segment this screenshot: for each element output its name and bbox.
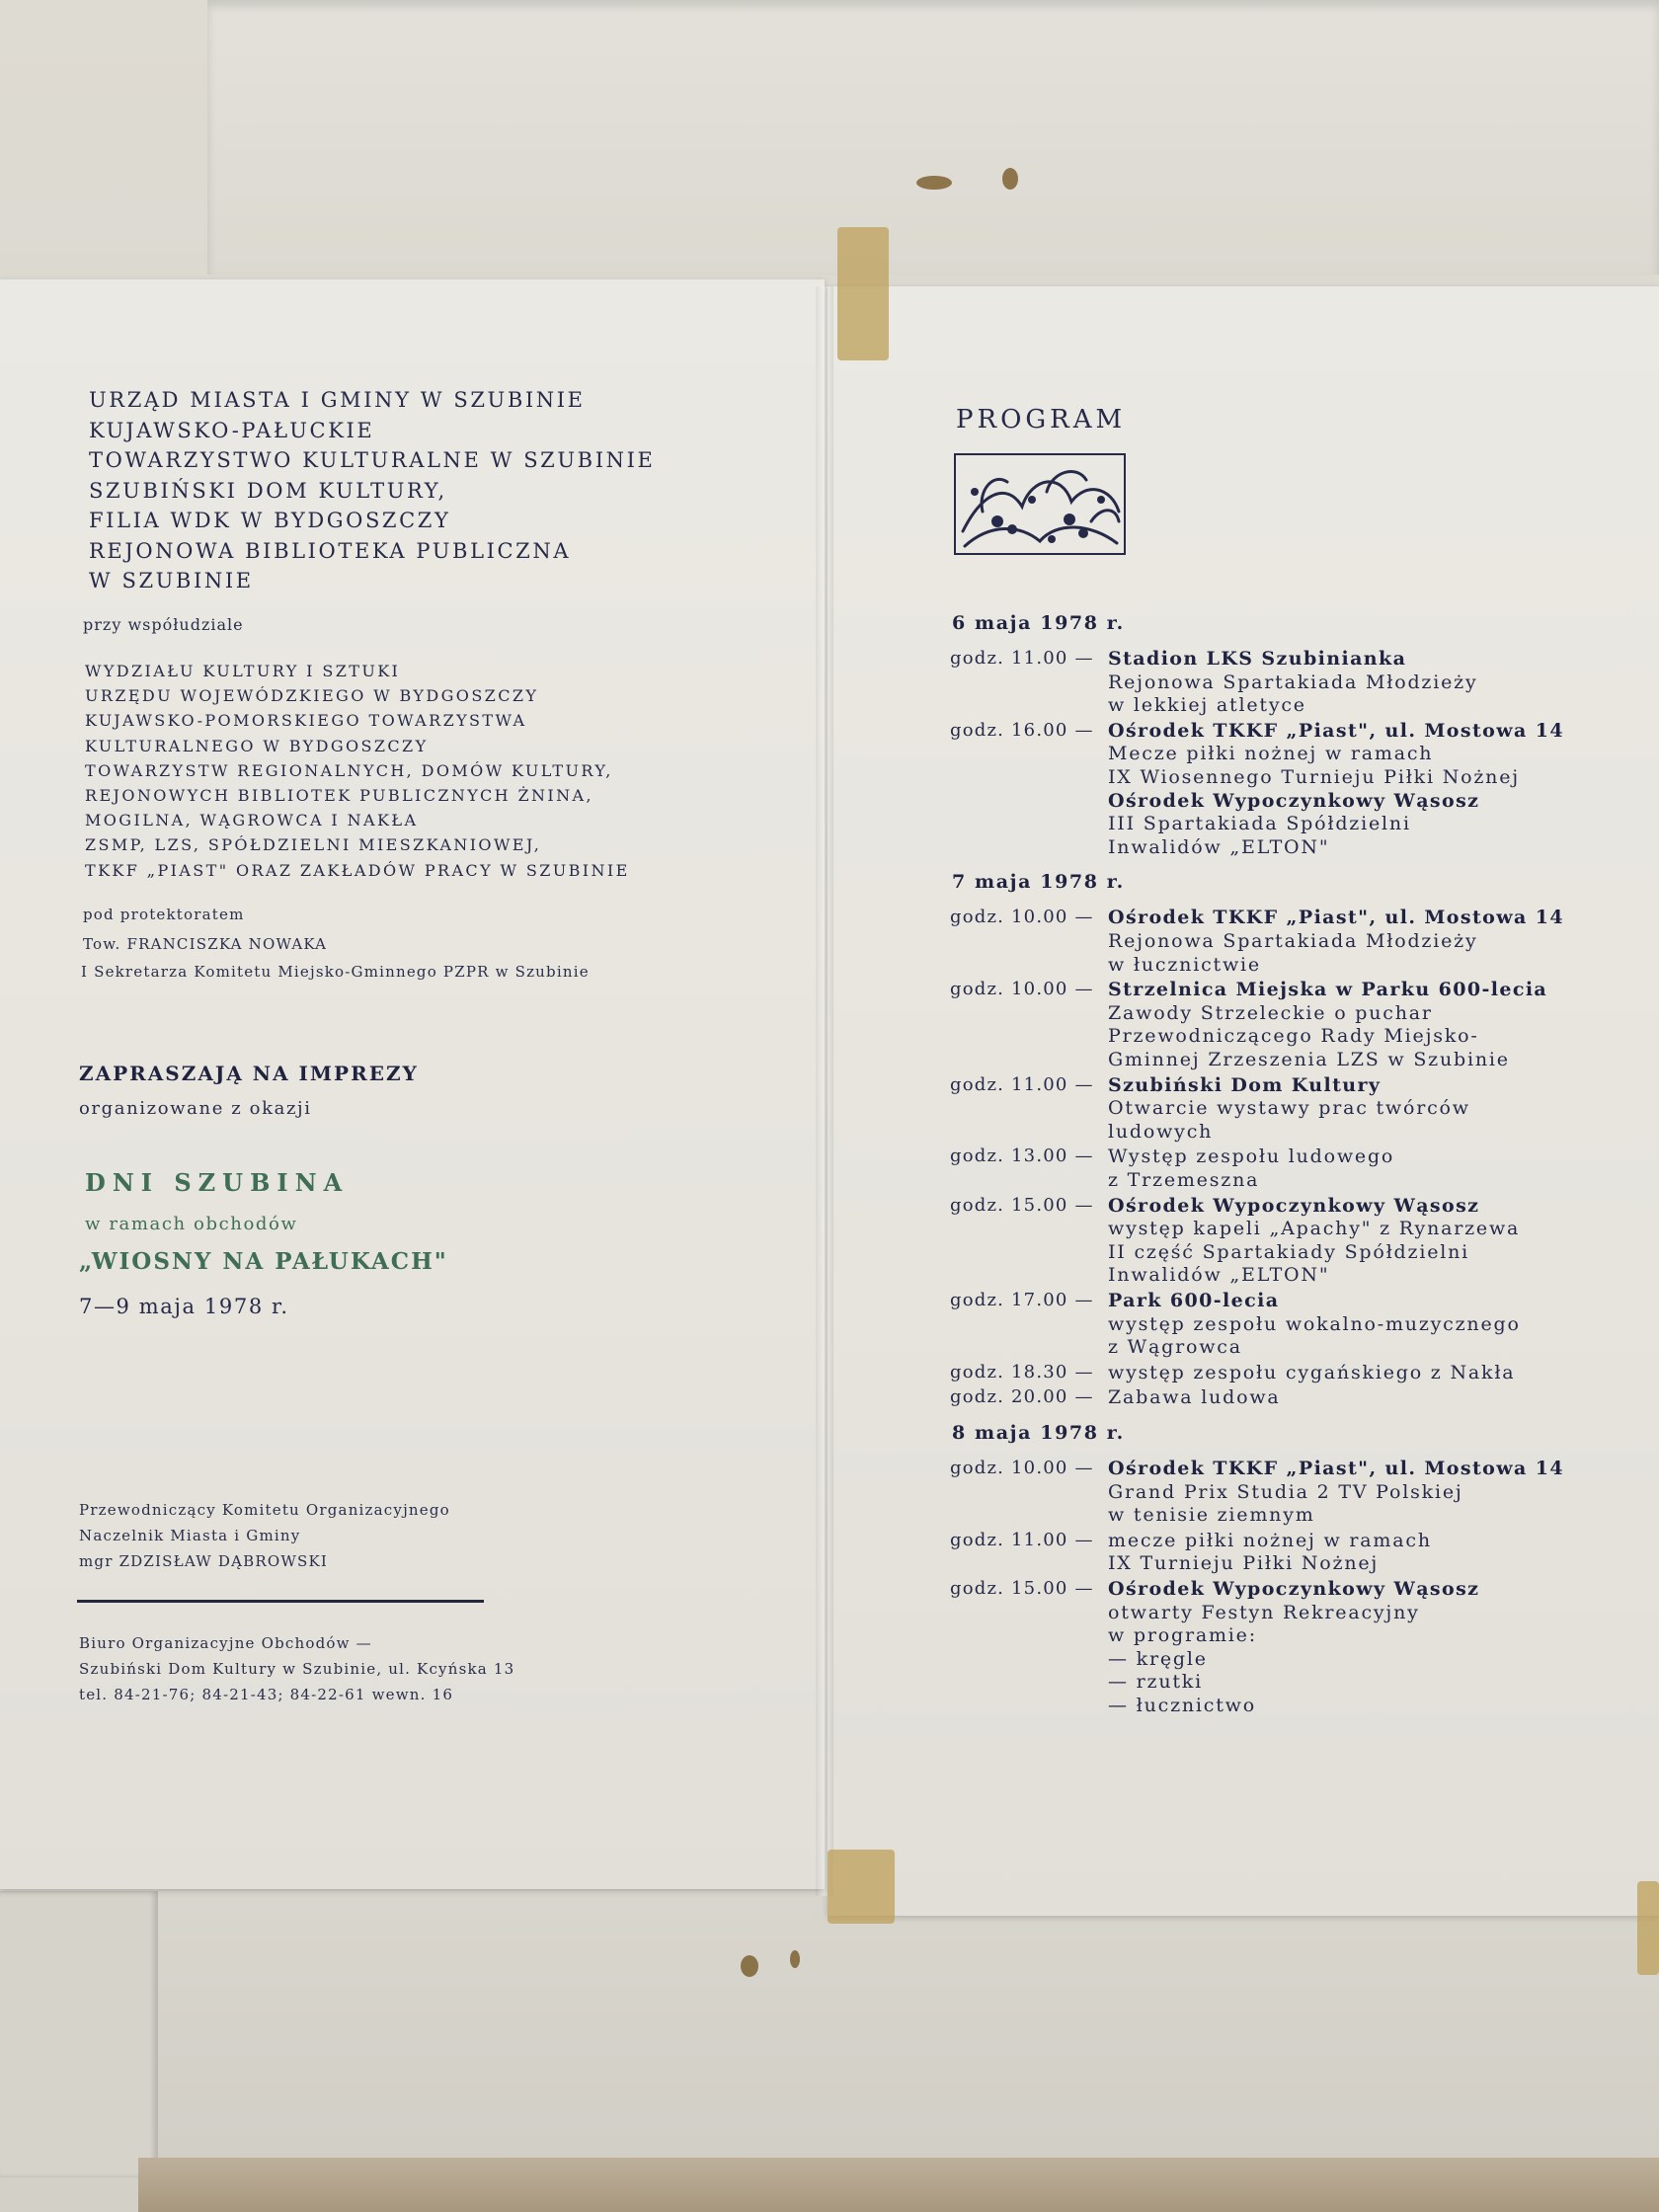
organizer-line: SZUBIŃSKI DOM KULTURY, — [89, 478, 447, 503]
program-venue: Ośrodek Wypoczynkowy Wąsosz — [1108, 1578, 1480, 1600]
tape-top — [837, 227, 889, 360]
program-title: PROGRAM — [956, 405, 1127, 434]
program-time: godz. 11.00 — — [950, 1073, 1094, 1095]
patron-title: I Sekretarza Komitetu Miejsko-Gminnego PZPR w Szubinie — [81, 963, 590, 981]
stain — [916, 176, 952, 190]
program-description: Rejonowa Spartakiada Młodzieży — [1108, 671, 1478, 693]
partner-line: REJONOWYCH BIBLIOTEK PUBLICZNYCH ŻNINA, — [85, 786, 593, 805]
program-description: Otwarcie wystawy prac twórców — [1108, 1097, 1470, 1120]
stain — [741, 1955, 758, 1977]
organizing-office-line: Biuro Organizacyjne Obchodów — — [79, 1634, 372, 1652]
divider-line — [77, 1600, 484, 1603]
program-description: w lekkiej atletyce — [1108, 694, 1306, 717]
program-description: ludowych — [1108, 1120, 1214, 1143]
patronage-label: pod protektoratem — [83, 906, 245, 923]
patron-name: Tow. FRANCISZKA NOWAKA — [83, 935, 328, 953]
program-description: — kręgle — [1108, 1647, 1208, 1670]
program-venue: Ośrodek TKKF „Piast", ul. Mostowa 14 — [1108, 907, 1564, 929]
program-description: występ zespołu wokalno-muzycznego — [1108, 1312, 1521, 1335]
bottom-left-paper — [0, 1891, 158, 2177]
program-description: Grand Prix Studia 2 TV Polskiej — [1108, 1480, 1463, 1503]
event-within: w ramach obchodów — [85, 1214, 298, 1234]
program-time: godz. 11.00 — — [950, 648, 1094, 669]
program-time: godz. 15.00 — — [950, 1194, 1094, 1216]
event-title: DNI SZUBINA — [85, 1168, 350, 1197]
committee-chair-line: Naczelnik Miasta i Gminy — [79, 1527, 301, 1544]
program-description: w programie: — [1108, 1624, 1257, 1647]
partner-line: ZSMP, LZS, SPÓŁDZIELNI MIESZKANIOWEJ, — [85, 835, 542, 855]
partner-line: MOGILNA, WĄGROWCA I NAKŁA — [85, 811, 419, 830]
program-description: w łucznictwie — [1108, 953, 1261, 976]
program-description: Mecze piłki nożnej w ramach — [1108, 743, 1434, 765]
program-description: — rzutki — [1108, 1671, 1203, 1694]
partner-line: TOWARZYSTW REGIONALNYCH, DOMÓW KULTURY, — [85, 760, 613, 780]
partner-line: URZĘDU WOJEWÓDZKIEGO W BYDGOSZCZY — [85, 686, 539, 706]
partner-line: KULTURALNEGO W BYDGOSZCZY — [85, 736, 429, 755]
stain — [790, 1950, 800, 1968]
organizer-line: REJONOWA BIBLIOTEKA PUBLICZNA — [89, 538, 572, 563]
program-description: Zabawa ludowa — [1108, 1386, 1281, 1409]
organizing-office-line: tel. 84-21-76; 84-21-43; 84-22-61 wewn. 16 — [79, 1686, 454, 1703]
program-description: z Trzemeszna — [1108, 1169, 1260, 1191]
organizer-line: KUJAWSKO-PAŁUCKIE — [89, 418, 375, 442]
program-description: Występ zespołu ludowego — [1108, 1146, 1395, 1168]
top-paper-flap — [207, 0, 1659, 275]
program-venue: Park 600-lecia — [1108, 1290, 1280, 1311]
program-description: mecze piłki nożnej w ramach — [1108, 1529, 1432, 1551]
program-description: Przewodniczącego Rady Miejsko- — [1108, 1025, 1479, 1048]
program-description: występ zespołu cygańskiego z Nakła — [1108, 1361, 1516, 1383]
event-dates: 7—9 maja 1978 r. — [79, 1295, 289, 1318]
program-description: Zawody Strzeleckie o puchar — [1108, 1001, 1433, 1024]
tape-bottom — [828, 1850, 895, 1924]
program-venue: Ośrodek TKKF „Piast", ul. Mostowa 14 — [1108, 719, 1564, 742]
invite-heading: ZAPRASZAJĄ NA IMPREZY — [79, 1062, 419, 1085]
table-surface — [138, 2158, 1659, 2212]
program-venue: Ośrodek TKKF „Piast", ul. Mostowa 14 — [1108, 1458, 1564, 1479]
stain — [1002, 168, 1018, 190]
event-name: „WIOSNY NA PAŁUKACH" — [79, 1248, 448, 1275]
program-time: godz. 20.00 — — [950, 1386, 1094, 1408]
program-date: 8 maja 1978 r. — [952, 1422, 1125, 1444]
partner-line: WYDZIAŁU KULTURY I SZTUKI — [85, 662, 401, 680]
program-time: godz. 13.00 — — [950, 1146, 1094, 1167]
organizing-office-line: Szubiński Dom Kultury w Szubinie, ul. Kcyńska 13 — [79, 1660, 515, 1678]
program-description: z Wągrowca — [1108, 1336, 1242, 1359]
program-venue: Ośrodek Wypoczynkowy Wąsosz — [1108, 789, 1480, 812]
tape-right-bottom — [1637, 1881, 1659, 1975]
program-description: Inwalidów „ELTON" — [1108, 1264, 1330, 1287]
program-date: 7 maja 1978 r. — [952, 871, 1125, 894]
program-venue: Szubiński Dom Kultury — [1108, 1073, 1382, 1096]
committee-chair-line: Przewodniczący Komitetu Organizacyjnego — [79, 1501, 450, 1519]
invite-subheading: organizowane z okazji — [79, 1098, 312, 1119]
program-time: godz. 15.00 — — [950, 1578, 1094, 1599]
program-description: — łucznictwo — [1108, 1695, 1256, 1716]
program-description: Gminnej Zrzeszenia LZS w Szubinie — [1108, 1049, 1510, 1070]
partner-line: TKKF „PIAST" ORAZ ZAKŁADÓW PRACY W SZUBINIE — [85, 860, 630, 880]
program-description: III Spartakiada Spółdzielni — [1108, 813, 1411, 835]
program-time: godz. 17.00 — — [950, 1290, 1094, 1310]
cooperation-label: przy współudziale — [83, 615, 244, 634]
program-time: godz. 10.00 — — [950, 907, 1094, 928]
program-time: godz. 10.00 — — [950, 1458, 1094, 1478]
program-venue: Ośrodek Wypoczynkowy Wąsosz — [1108, 1194, 1480, 1217]
program-description: IX Wiosennego Turnieju Piłki Nożnej — [1108, 766, 1520, 788]
program-time: godz. 16.00 — — [950, 719, 1094, 741]
program-time: godz. 11.00 — — [950, 1529, 1094, 1550]
organizer-line: URZĄD MIASTA I GMINY W SZUBINIE — [89, 388, 586, 412]
program-description: Rejonowa Spartakiada Młodzieży — [1108, 930, 1478, 952]
program-description: IX Turnieju Piłki Nożnej — [1108, 1552, 1380, 1575]
committee-chair-line: mgr ZDZISŁAW DĄBROWSKI — [79, 1552, 328, 1570]
program-venue: Strzelnica Miejska w Parku 600-lecia — [1108, 979, 1548, 1001]
program-description: otwarty Festyn Rekreacyjny — [1108, 1601, 1420, 1623]
program-description: występ kapeli „Apachy" z Rynarzewa — [1108, 1218, 1521, 1240]
program-description: II część Spartakiady Spółdzielni — [1108, 1240, 1470, 1263]
program-venue: Stadion LKS Szubinianka — [1108, 648, 1407, 670]
program-description: Inwalidów „ELTON" — [1108, 835, 1330, 858]
organizer-line: FILIA WDK W BYDGOSZCZY — [89, 509, 451, 532]
program-date: 6 maja 1978 r. — [952, 612, 1125, 634]
organizer-line: W SZUBINIE — [89, 569, 254, 592]
program-description: w tenisie ziemnym — [1108, 1504, 1315, 1527]
partner-line: KUJAWSKO-POMORSKIEGO TOWARZYSTWA — [85, 711, 527, 731]
organizer-line: TOWARZYSTWO KULTURALNE W SZUBINIE — [89, 448, 656, 472]
program-time: godz. 18.30 — — [950, 1361, 1094, 1382]
leaflet-fold — [816, 286, 833, 1896]
program-time: godz. 10.00 — — [950, 979, 1094, 1000]
oak-leaves-ornament-icon — [953, 452, 1127, 556]
